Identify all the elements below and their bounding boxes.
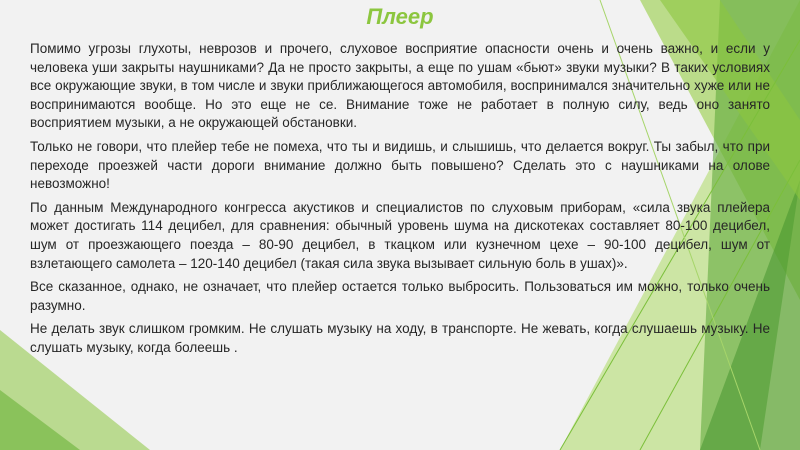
paragraph-5: Не делать звук слишком громким. Не слушать музыку на ходу, в транспорте. Не жевать, когда слушаешь музыку. Не слушать музыку, когда болеешь . bbox=[30, 321, 770, 355]
paragraph-4: Все сказанное, однако, не означает, что плейер остается только выбросить. Пользоваться им можно, только очень разумно. bbox=[30, 279, 770, 313]
paragraph-2: Только не говори, что плейер тебе не помеха, что ты и видишь, и слышишь, что делается вокруг. Ты забыл, что при переходе проезжей части дороги внимание должно быть повышено? Сделать это с наушниками на олове невозможно! bbox=[30, 138, 770, 192]
slide-body bbox=[30, 40, 770, 363]
slide-title: Плеер bbox=[366, 4, 434, 29]
paragraph-1: Помимо угрозы глухоты, неврозов и прочего, слуховое восприятие опасности очень и очень важно, и если у человека уши закрыты наушниками? Да не просто закрыты, а еще по ушам «бьют» звуки музыки? В таких условиях все окружающие звуки, в том числе и звуки приближающегося автомобиля, воспринимался значительно хуже или не воспринимаются вообще. Но это еще не се. Внимание тоже не работает в полную силу, ведь оно занято восприятием музыки, а не окружающей обстановки. bbox=[30, 41, 770, 131]
paragraph-3: По данным Международного конгресса акустиков и специалистов по слуховым приборам, «сила звука плейера может достигать 114 децибел, для сравнения: обычный уровень шума на дискотеках составляет 80-100 децибел, шум от проезжающего поезда – 80-90 децибел, в ткацком или кузнечном цехе – 90-100 децибел, шум от взлетающего самолета – 120-140 децибел (такая сила звука вызывает сильную боль в ушах)». bbox=[30, 199, 770, 271]
